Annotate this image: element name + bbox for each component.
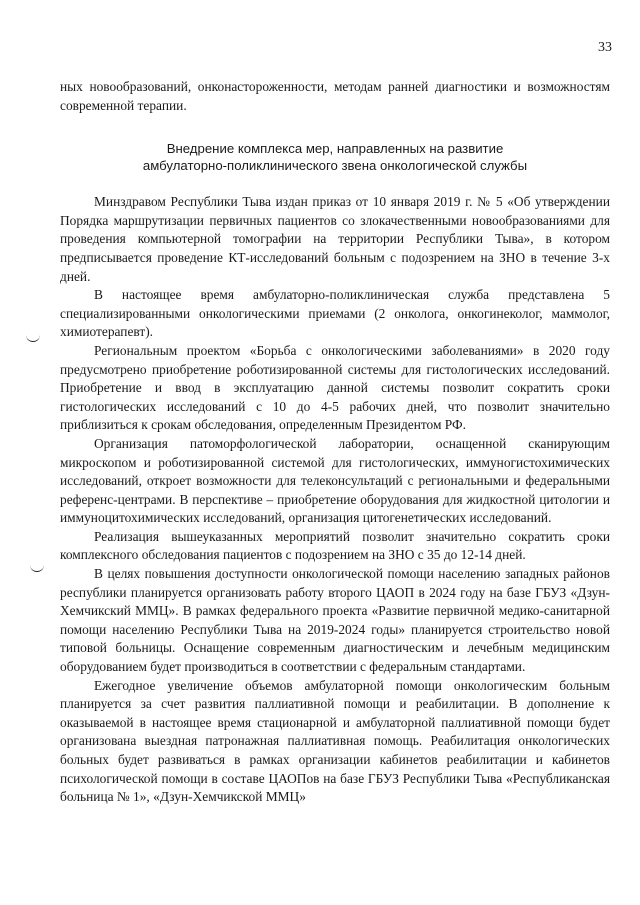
section-title [60, 140, 610, 174]
paragraph: В целях повышения доступности онкологической помощи населению западных районов республики планируется организовать работу второго ЦАОП в 2024 году на базе ГБУЗ «Дзун-Хемчикский ММЦ». В рамках федерального проекта «Развитие первичной медико-санитарной помощи населению Республики Тыва на 2019-2024 годы» планируется строительство новой типовой больницы. Оснащение современным диагностическим и лечебным медицинским оборудованием будет производиться в соответствии с федеральным стандартами. [60, 566, 610, 675]
paragraph: Минздравом Республики Тыва издан приказ от 10 января 2019 г. № 5 «Об утверждении Порядка маршрутизации первичных пациентов со злокачественными новообразованиями для проведения компьютерной томографии на территории Республики Тыва», в котором предписывается проведение КТ-исследований больным с подозрением на ЗНО в течение 3-х дней. [60, 194, 610, 284]
margin-pen-mark [26, 334, 40, 342]
document-body [60, 78, 610, 807]
paragraph: Организация патоморфологической лаборатории, оснащенной сканирующим микроскопом и роботизированной системой для гистологических, иммуногистохимических исследований, откроет возможности для телеконсультаций с региональными и федеральными референс-центрами. В перспективе – приобретение оборудования для жидкостной цитологии и иммуноцитохимических исследований, организация цитогенетических исследований. [60, 435, 610, 526]
paragraph: Реализация вышеуказанных мероприятий позволит значительно сократить сроки комплексного обследования пациентов с подозрением на ЗНО с 35 до 12-14 дней. [60, 528, 610, 563]
section-title-line: Внедрение комплекса мер, направленных на развитие [166, 141, 504, 157]
page-number: 33 [598, 40, 612, 55]
paragraph: В настоящее время амбулаторно-поликлиническая служба представлена 5 специализированными онкологическими приемами (2 онколога, онкогинеколог, маммолог, химиотерапевт). [60, 287, 610, 340]
paragraph: Ежегодное увеличение объемов амбулаторной помощи онкологическим больным планируется за счет развития паллиативной помощи и реабилитации. В дополнение к оказываемой в настоящее время стационарной и амбулаторной паллиативной помощи будет организована выездная патронажная паллиативная помощь. Реабилитация онкологических больных будет развиваться в рамках организации кабинетов реабилитации и кабинетов психологической помощи в составе ЦАОПов на базе ГБУЗ Республики Тыва «Республиканская больница № 1», «Дзун-Хемчикской ММЦ» [60, 677, 610, 805]
intro-paragraph: ных новообразований, онконастороженности, методам ранней диагностики и возможностям современной терапии. [60, 79, 610, 113]
paragraph: Региональным проектом «Борьба с онкологическими заболеваниями» в 2020 году предусмотрено приобретение роботизированной системы для гистологических исследований. Приобретение и ввод в эксплуатацию данной системы позволит сократить сроки гистологических исследований с 10 до 4-5 рабочих дней, что позволит значительно приблизиться к срокам обследования, определенным Президентом РФ. [60, 342, 610, 433]
section-title-line: амбулаторно-поликлинического звена онкологической службы [142, 158, 528, 174]
margin-pen-mark [30, 564, 44, 572]
